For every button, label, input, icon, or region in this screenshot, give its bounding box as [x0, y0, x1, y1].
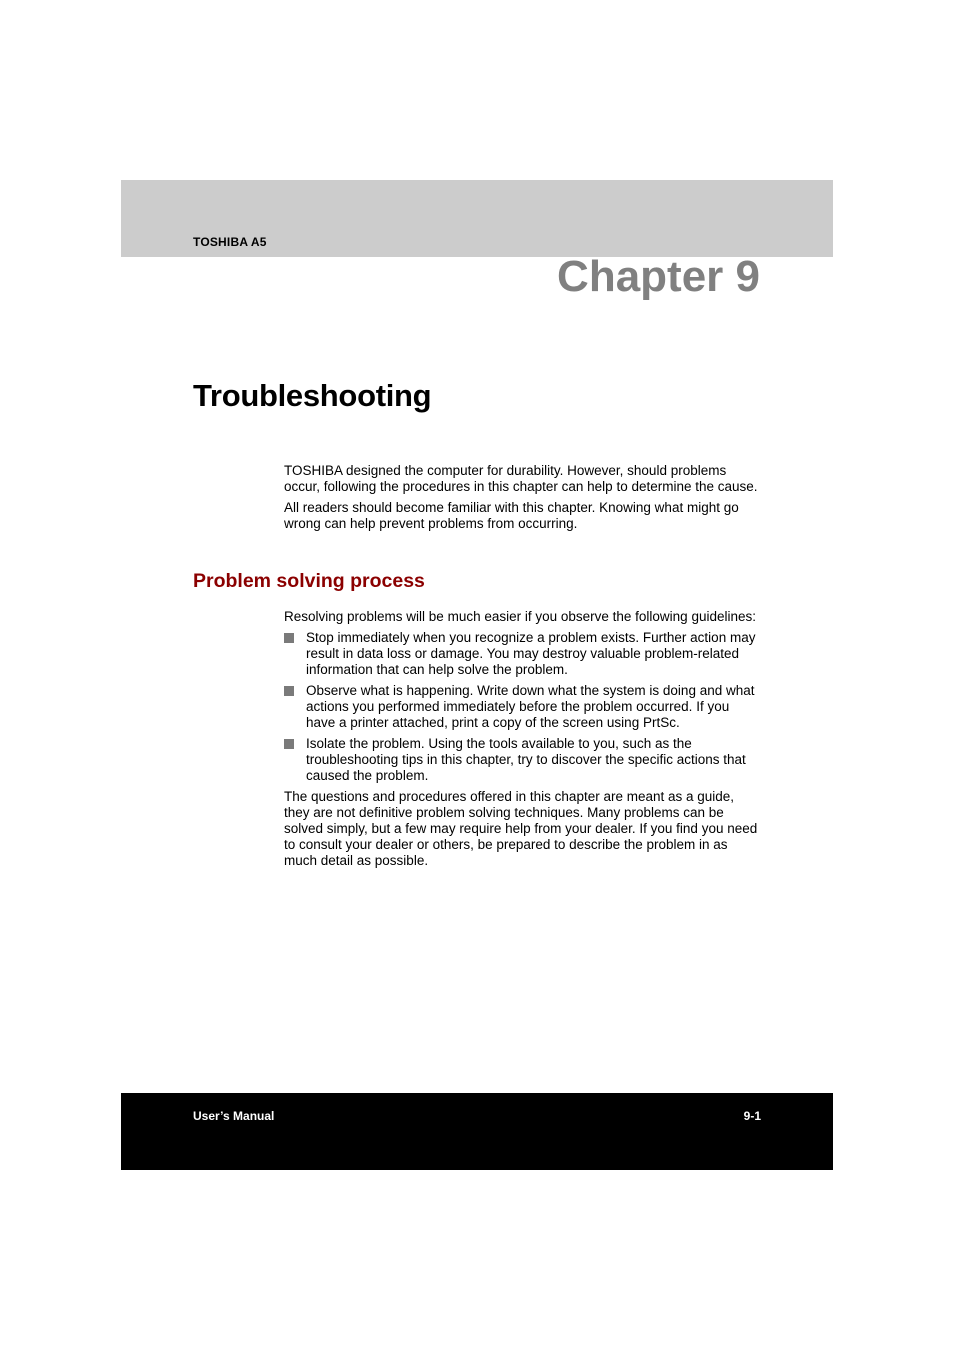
section-title: Problem solving process: [193, 570, 425, 592]
section-body: [284, 609, 760, 874]
guideline-list: [284, 630, 760, 784]
intro-text: [284, 463, 760, 537]
footer-manual-title: User’s Manual: [193, 1109, 275, 1123]
list-item: [284, 736, 760, 784]
intro-paragraph: All readers should become familiar with this chapter. Knowing what might go wrong can help prevent problems from occurring.: [284, 500, 739, 531]
footer-band: [121, 1093, 833, 1170]
chapter-heading: Chapter 9: [557, 252, 760, 301]
list-item-text: Observe what is happening. Write down what the system is doing and what actions you performed immediately before the problem occurred. If you have a printer attached, print a copy of the screen using PrtSc.: [306, 683, 755, 730]
list-item: [284, 630, 760, 678]
square-bullet-icon: [284, 686, 294, 696]
square-bullet-icon: [284, 633, 294, 643]
page-number: 9-1: [743, 1109, 761, 1123]
intro-paragraph: TOSHIBA designed the computer for durability. However, should problems occur, following the procedures in this chapter can help to determine the cause.: [284, 463, 758, 494]
list-item-text: Isolate the problem. Using the tools available to you, such as the troubleshooting tips in this chapter, try to discover the specific actions that caused the problem.: [306, 736, 746, 783]
product-name: TOSHIBA A5: [193, 235, 267, 249]
list-item: [284, 683, 760, 731]
page-title: Troubleshooting: [193, 378, 432, 413]
section-lead: Resolving problems will be much easier if you observe the following guidelines:: [284, 609, 756, 624]
square-bullet-icon: [284, 739, 294, 749]
list-item-text: Stop immediately when you recognize a problem exists. Further action may result in data loss or damage. You may destroy valuable problem-related information that can help solve the problem.: [306, 630, 756, 677]
section-closing: The questions and procedures offered in this chapter are meant as a guide, they are not definitive problem solving techniques. Many problems can be solved simply, but a few may require help from your dealer. If you find you need to consult your dealer or others, be prepared to describe the problem in as much detail as possible.: [284, 789, 758, 868]
